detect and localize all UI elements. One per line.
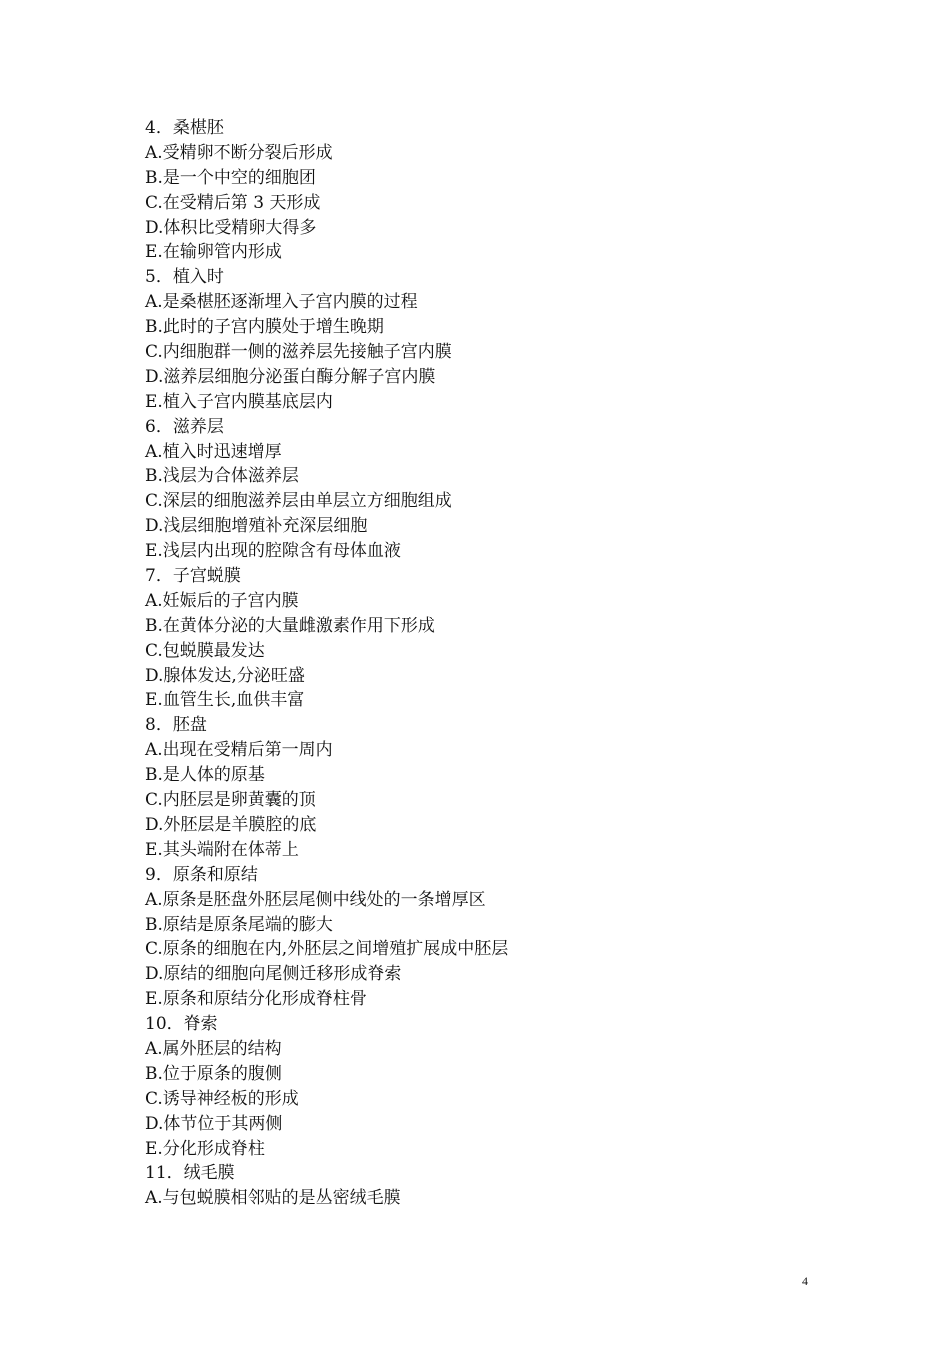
option-e: E.其头端附在体蒂上 xyxy=(145,839,299,860)
option-e: E.在输卵管内形成 xyxy=(145,242,282,263)
option-a: A.受精卵不断分裂后形成 xyxy=(145,142,333,163)
question-title: 4．桑椹胚 xyxy=(145,118,224,138)
option-e: E.原条和原结分化形成脊柱骨 xyxy=(145,989,367,1010)
question-10 xyxy=(145,1012,845,1161)
option-a: A.属外胚层的结构 xyxy=(145,1038,282,1059)
question-9 xyxy=(145,863,845,1012)
option-b: B.在黄体分泌的大量雌激素作用下形成 xyxy=(145,615,435,636)
option-b: B.是一个中空的细胞团 xyxy=(145,167,316,188)
option-c: C.内胚层是卵黄囊的顶 xyxy=(145,790,316,811)
question-title: 11．绒毛膜 xyxy=(145,1163,235,1184)
question-6 xyxy=(145,415,845,564)
option-c: C.内细胞群一侧的滋养层先接触子宫内膜 xyxy=(145,342,452,363)
option-e: E.植入子宫内膜基底层内 xyxy=(145,391,333,412)
option-e: E.血管生长,血供丰富 xyxy=(145,690,305,711)
question-title: 5．植入时 xyxy=(145,267,224,288)
option-a: A.是桑椹胚逐渐埋入子宫内膜的过程 xyxy=(145,292,418,313)
question-4 xyxy=(145,116,845,265)
option-b: B.位于原条的腹侧 xyxy=(145,1063,282,1084)
question-title: 7．子宫蜕膜 xyxy=(145,566,241,587)
option-a: A.与包蜕膜相邻贴的是丛密绒毛膜 xyxy=(145,1188,401,1209)
option-d: D.浅层细胞增殖补充深层细胞 xyxy=(145,516,368,537)
option-d: D.外胚层是羊膜腔的底 xyxy=(145,814,317,835)
option-c: C.包蜕膜最发达 xyxy=(145,640,265,661)
option-a: A.植入时迅速增厚 xyxy=(145,441,282,462)
option-a: A.出现在受精后第一周内 xyxy=(145,740,333,761)
question-11 xyxy=(145,1161,845,1211)
question-title: 10．脊索 xyxy=(145,1014,218,1035)
question-title: 6．滋养层 xyxy=(145,416,224,437)
option-b: B.浅层为合体滋养层 xyxy=(145,466,299,487)
question-8 xyxy=(145,713,845,862)
question-7 xyxy=(145,564,845,713)
option-d: D.腺体发达,分泌旺盛 xyxy=(145,665,305,686)
option-b: B.原结是原条尾端的膨大 xyxy=(145,914,333,935)
option-a: A.原条是胚盘外胚层尾侧中线处的一条增厚区 xyxy=(145,889,486,910)
option-d: D.体积比受精卵大得多 xyxy=(145,217,317,238)
option-e: E.分化形成脊柱 xyxy=(145,1138,265,1159)
option-a: A.妊娠后的子宫内膜 xyxy=(145,590,299,611)
page-number: 4 xyxy=(802,1274,808,1288)
option-b: B.是人体的原基 xyxy=(145,765,265,786)
option-e: E.浅层内出现的腔隙含有母体血液 xyxy=(145,541,401,562)
option-c: C.原条的细胞在内,外胚层之间增殖扩展成中胚层 xyxy=(145,939,509,960)
option-d: D.原结的细胞向尾侧迁移形成脊索 xyxy=(145,964,402,985)
question-title: 9．原条和原结 xyxy=(145,864,258,885)
option-b: B.此时的子宫内膜处于增生晚期 xyxy=(145,317,384,338)
question-title: 8．胚盘 xyxy=(145,715,207,736)
option-c: C.诱导神经板的形成 xyxy=(145,1088,299,1109)
option-c: C.深层的细胞滋养层由单层立方细胞组成 xyxy=(145,491,452,512)
option-c: C.在受精后第 3 天形成 xyxy=(145,192,321,213)
document-body xyxy=(145,116,845,1211)
option-d: D.体节位于其两侧 xyxy=(145,1113,283,1134)
option-d: D.滋养层细胞分泌蛋白酶分解子宫内膜 xyxy=(145,366,436,387)
question-5 xyxy=(145,265,845,414)
